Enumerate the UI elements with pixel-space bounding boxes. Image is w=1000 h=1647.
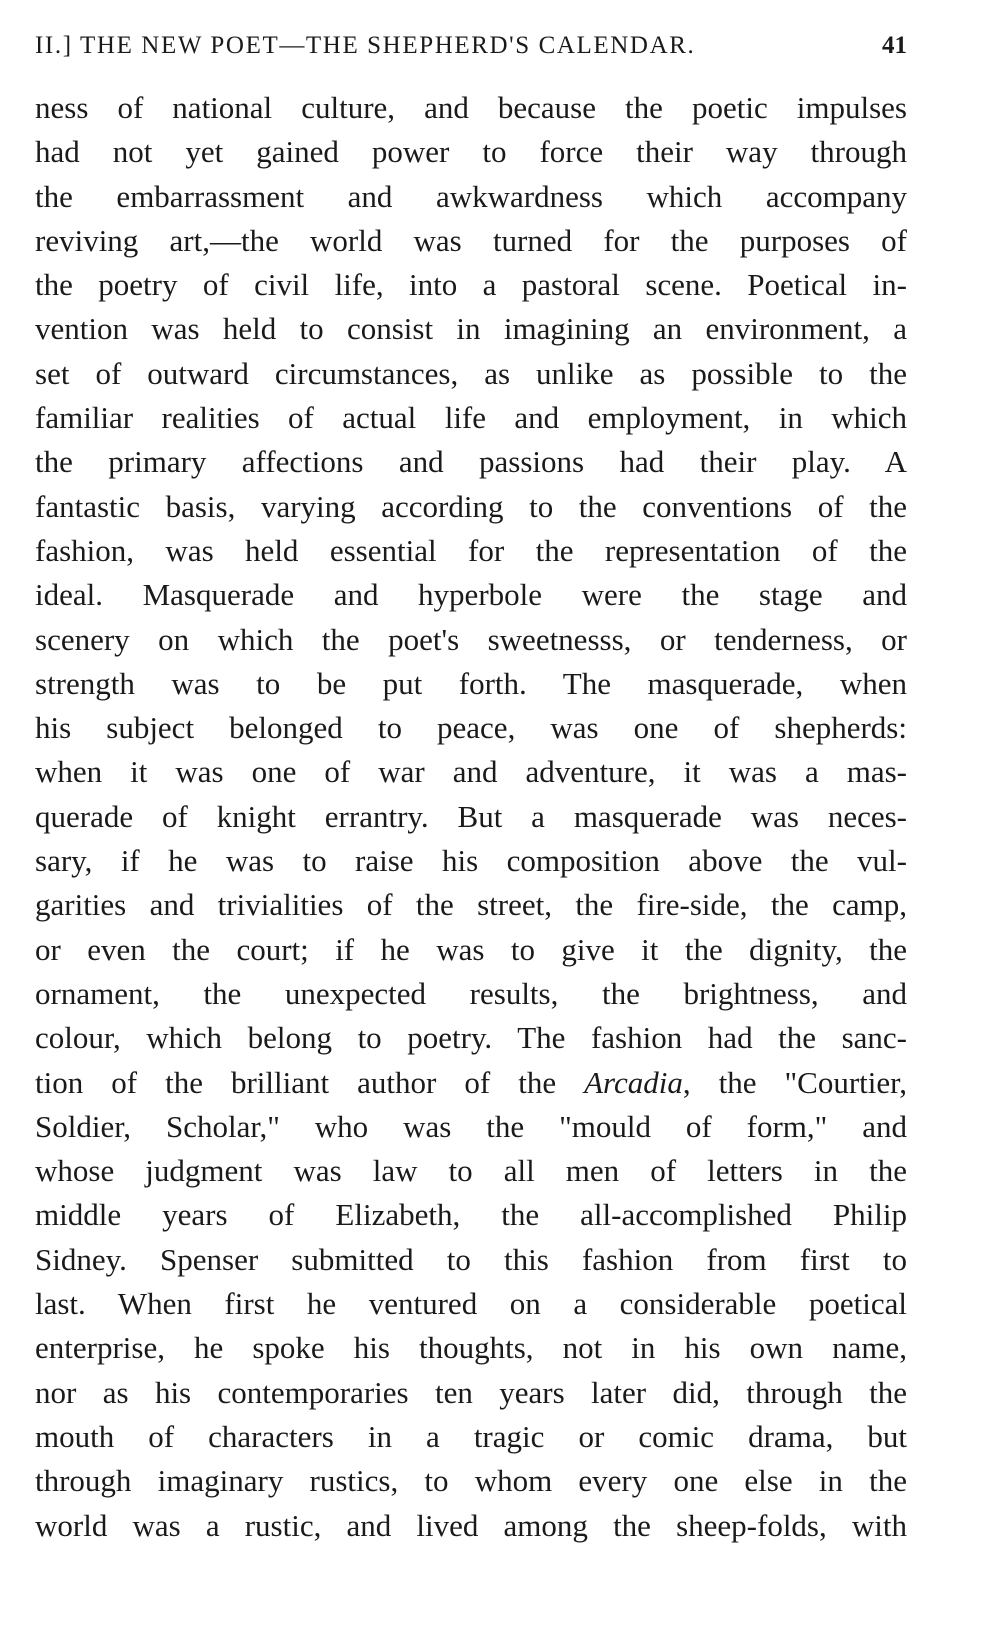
text-line: ideal. Masquerade and hyperbole were the stage and [35,577,907,613]
text-line: ornament, the unexpected results, the brightness, and [35,975,907,1011]
text-line: fashion, was held essential for the representation of the [35,532,907,568]
text-line: whose judgment was law to all men of letters in the [35,1153,907,1189]
text-line-with-italic [35,1061,907,1105]
chapter-number: II.] [35,32,73,59]
book-page [35,28,907,1548]
page-number: 41 [882,32,907,59]
text-line: nor as his contemporaries ten years later did, through the [35,1374,907,1410]
text-line: through imaginary rustics, to whom every one else in the [35,1463,907,1499]
line-text-before: tion of the brilliant author of the [35,1064,585,1100]
running-head-left [35,28,695,64]
running-head [35,28,907,64]
text-line: familiar realities of actual life and employment, in which [35,400,907,436]
text-line: the embarrassment and awkwardness which accompany [35,178,907,214]
text-line: garities and trivialities of the street, the fire-side, the camp, [35,887,907,923]
text-line: querade of knight errantry. But a masquerade was neces- [35,798,907,834]
text-line: Sidney. Spenser submitted to this fashion from first to [35,1241,907,1277]
text-line: vention was held to consist in imagining an environment, a [35,311,907,347]
text-line: strength was to be put forth. The masquerade, when [35,665,907,701]
text-line: had not yet gained power to force their way through [35,134,907,170]
text-line: scenery on which the poet's sweetnesss, or tenderness, or [35,621,907,657]
text-line: ness of national culture, and because the poetic impulses [35,90,907,125]
text-line: or even the court; if he was to give it the dignity, the [35,931,907,967]
body-text [35,86,907,1548]
text-line: colour, which belong to poetry. The fashion had the sanc- [35,1020,907,1056]
text-line: when it was one of war and adventure, it was a mas- [35,754,907,790]
text-line: middle years of Elizabeth, the all-accomplished Philip [35,1197,907,1233]
chapter-title: THE NEW POET—THE SHEPHERD'S CALENDAR. [80,32,696,59]
text-line: sary, if he was to raise his composition above the vul- [35,843,907,879]
text-line: mouth of characters in a tragic or comic drama, but [35,1418,907,1454]
text-line: reviving art,—the world was turned for the purposes of [35,222,907,258]
text-line: his subject belonged to peace, was one of shepherds: [35,710,907,746]
text-line: the poetry of civil life, into a pastoral scene. Poetical in- [35,267,907,303]
text-line: set of outward circumstances, as unlike as possible to the [35,355,907,391]
text-line: Soldier, Scholar," who was the "mould of form," and [35,1108,907,1144]
text-line: enterprise, he spoke his thoughts, not in his own name, [35,1330,907,1366]
text-line: the primary affections and passions had their play. A [35,444,907,480]
line-text-after: , the "Courtier, [682,1064,907,1100]
text-line: last. When first he ventured on a considerable poetical [35,1286,907,1322]
book-title-italic: Arcadia [584,1064,683,1100]
text-line: world was a rustic, and lived among the sheep-folds, with [35,1507,907,1543]
text-line: fantastic basis, varying according to the conventions of the [35,488,907,524]
